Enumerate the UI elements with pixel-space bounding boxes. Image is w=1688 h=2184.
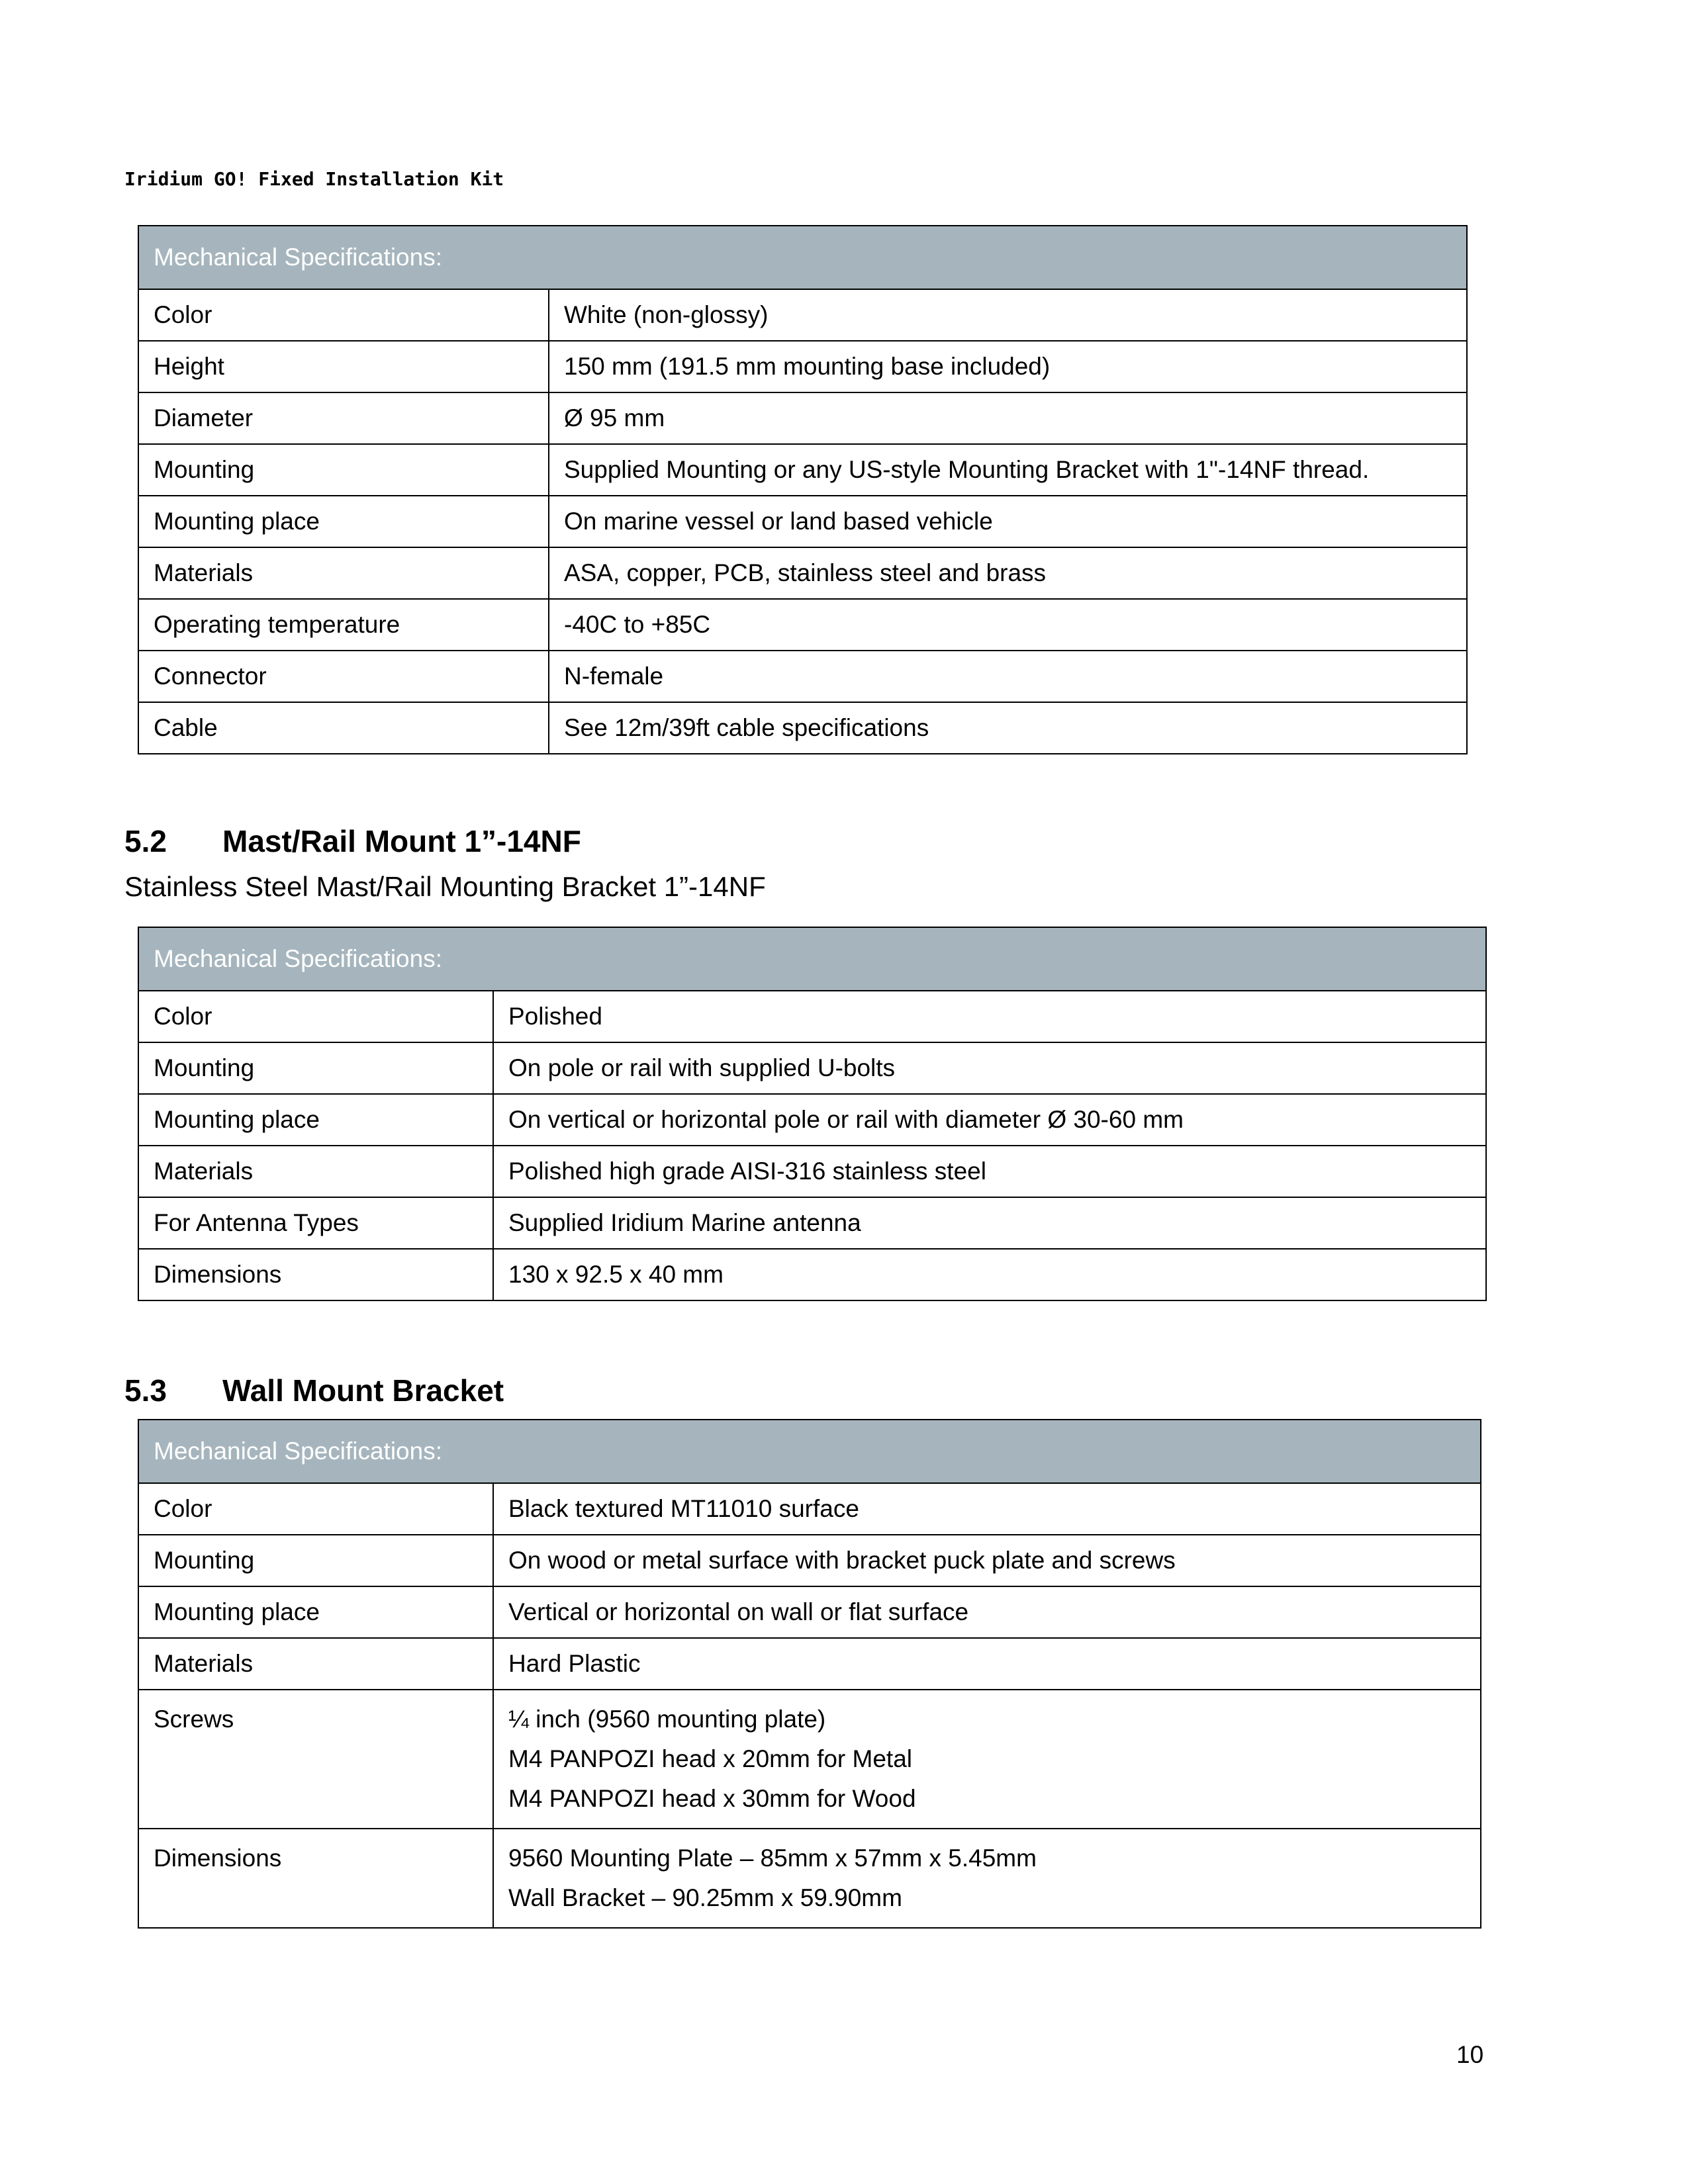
spec-value: -40C to +85C [549,599,1467,651]
table-row [138,651,1467,702]
table-row [138,1042,1486,1094]
table-header-row [138,1420,1481,1483]
section-heading-5-3 [124,1373,504,1408]
spec-value: On vertical or horizontal pole or rail with diameter Ø 30-60 mm [493,1094,1486,1146]
spec-label: Mounting [138,1535,493,1586]
table-row [138,1535,1481,1586]
table-row [138,1483,1481,1535]
mast-mount-spec-table [138,927,1487,1301]
spec-label: Height [138,341,549,392]
spec-value: Hard Plastic [493,1638,1481,1690]
spec-label: Color [138,991,493,1042]
spec-value-line: 9560 Mounting Plate – 85mm x 57mm x 5.45mm [508,1844,1037,1872]
spec-label: Materials [138,1146,493,1197]
spec-label: Materials [138,1638,493,1690]
wall-mount-spec-table [138,1419,1481,1929]
spec-value [493,1690,1481,1829]
spec-value: Polished high grade AISI-316 stainless steel [493,1146,1486,1197]
spec-value: Ø 95 mm [549,392,1467,444]
section-number: 5.2 [124,824,167,858]
spec-value-line: M4 PANPOZI head x 20mm for Metal [508,1745,913,1772]
table-row [138,1638,1481,1690]
section-title: Wall Mount Bracket [222,1373,504,1408]
spec-label: Mounting place [138,496,549,547]
section-subtitle: Stainless Steel Mast/Rail Mounting Bracket 1”-14NF [124,871,766,902]
page-number: 10 [1456,2041,1484,2068]
table-row [138,1690,1481,1829]
spec-label: Dimensions [138,1249,493,1300]
table-row [138,1197,1486,1249]
spec-label [138,1690,493,1829]
table-row [138,289,1467,341]
spec-value: On marine vessel or land based vehicle [549,496,1467,547]
table-heading: Mechanical Specifications: [138,226,1467,289]
table-header-row [138,927,1486,991]
table-row [138,547,1467,599]
spec-label: Connector [138,651,549,702]
table-heading: Mechanical Specifications: [138,1420,1481,1483]
spec-label [138,1829,493,1928]
document-header: Iridium GO! Fixed Installation Kit [124,168,504,190]
spec-value: Supplied Mounting or any US-style Mounting Bracket with 1"-14NF thread. [549,444,1467,496]
spec-value: ASA, copper, PCB, stainless steel and brass [549,547,1467,599]
section-number: 5.3 [124,1373,167,1408]
spec-label: Mounting place [138,1586,493,1638]
spec-value: Black textured MT11010 surface [493,1483,1481,1535]
antenna-spec-table [138,225,1468,754]
spec-value-line: ¼ inch (9560 mounting plate) [508,1706,826,1733]
spec-label: Mounting place [138,1094,493,1146]
section-heading-5-2 [124,823,581,859]
spec-value: 150 mm (191.5 mm mounting base included) [549,341,1467,392]
spec-label: Diameter [138,392,549,444]
table-row [138,1146,1486,1197]
spec-value: Polished [493,991,1486,1042]
spec-label: Color [138,1483,493,1535]
spec-label: Cable [138,702,549,754]
table-row [138,496,1467,547]
table-row [138,702,1467,754]
spec-label: Color [138,289,549,341]
spec-value: N-female [549,651,1467,702]
spec-label: Mounting [138,1042,493,1094]
spec-value: Supplied Iridium Marine antenna [493,1197,1486,1249]
spec-value: Vertical or horizontal on wall or flat surface [493,1586,1481,1638]
spec-label-text: Dimensions [154,1844,282,1872]
spec-value-line: M4 PANPOZI head x 30mm for Wood [508,1785,916,1812]
spec-value: 130 x 92.5 x 40 mm [493,1249,1486,1300]
table-row [138,1094,1486,1146]
table-row [138,1829,1481,1928]
table-row [138,392,1467,444]
table-heading: Mechanical Specifications: [138,927,1486,991]
spec-label: Mounting [138,444,549,496]
spec-value: White (non-glossy) [549,289,1467,341]
spec-label: Operating temperature [138,599,549,651]
table-row [138,1249,1486,1300]
spec-label: Materials [138,547,549,599]
spec-value: On wood or metal surface with bracket puck plate and screws [493,1535,1481,1586]
table-row [138,599,1467,651]
spec-value: See 12m/39ft cable specifications [549,702,1467,754]
spec-value: On pole or rail with supplied U-bolts [493,1042,1486,1094]
table-header-row [138,226,1467,289]
table-row [138,341,1467,392]
table-row [138,991,1486,1042]
spec-label-text: Screws [154,1706,234,1733]
spec-value [493,1829,1481,1928]
table-row [138,444,1467,496]
spec-value-line: Wall Bracket – 90.25mm x 59.90mm [508,1884,902,1911]
table-row [138,1586,1481,1638]
section-title: Mast/Rail Mount 1”-14NF [222,824,581,858]
spec-label: For Antenna Types [138,1197,493,1249]
